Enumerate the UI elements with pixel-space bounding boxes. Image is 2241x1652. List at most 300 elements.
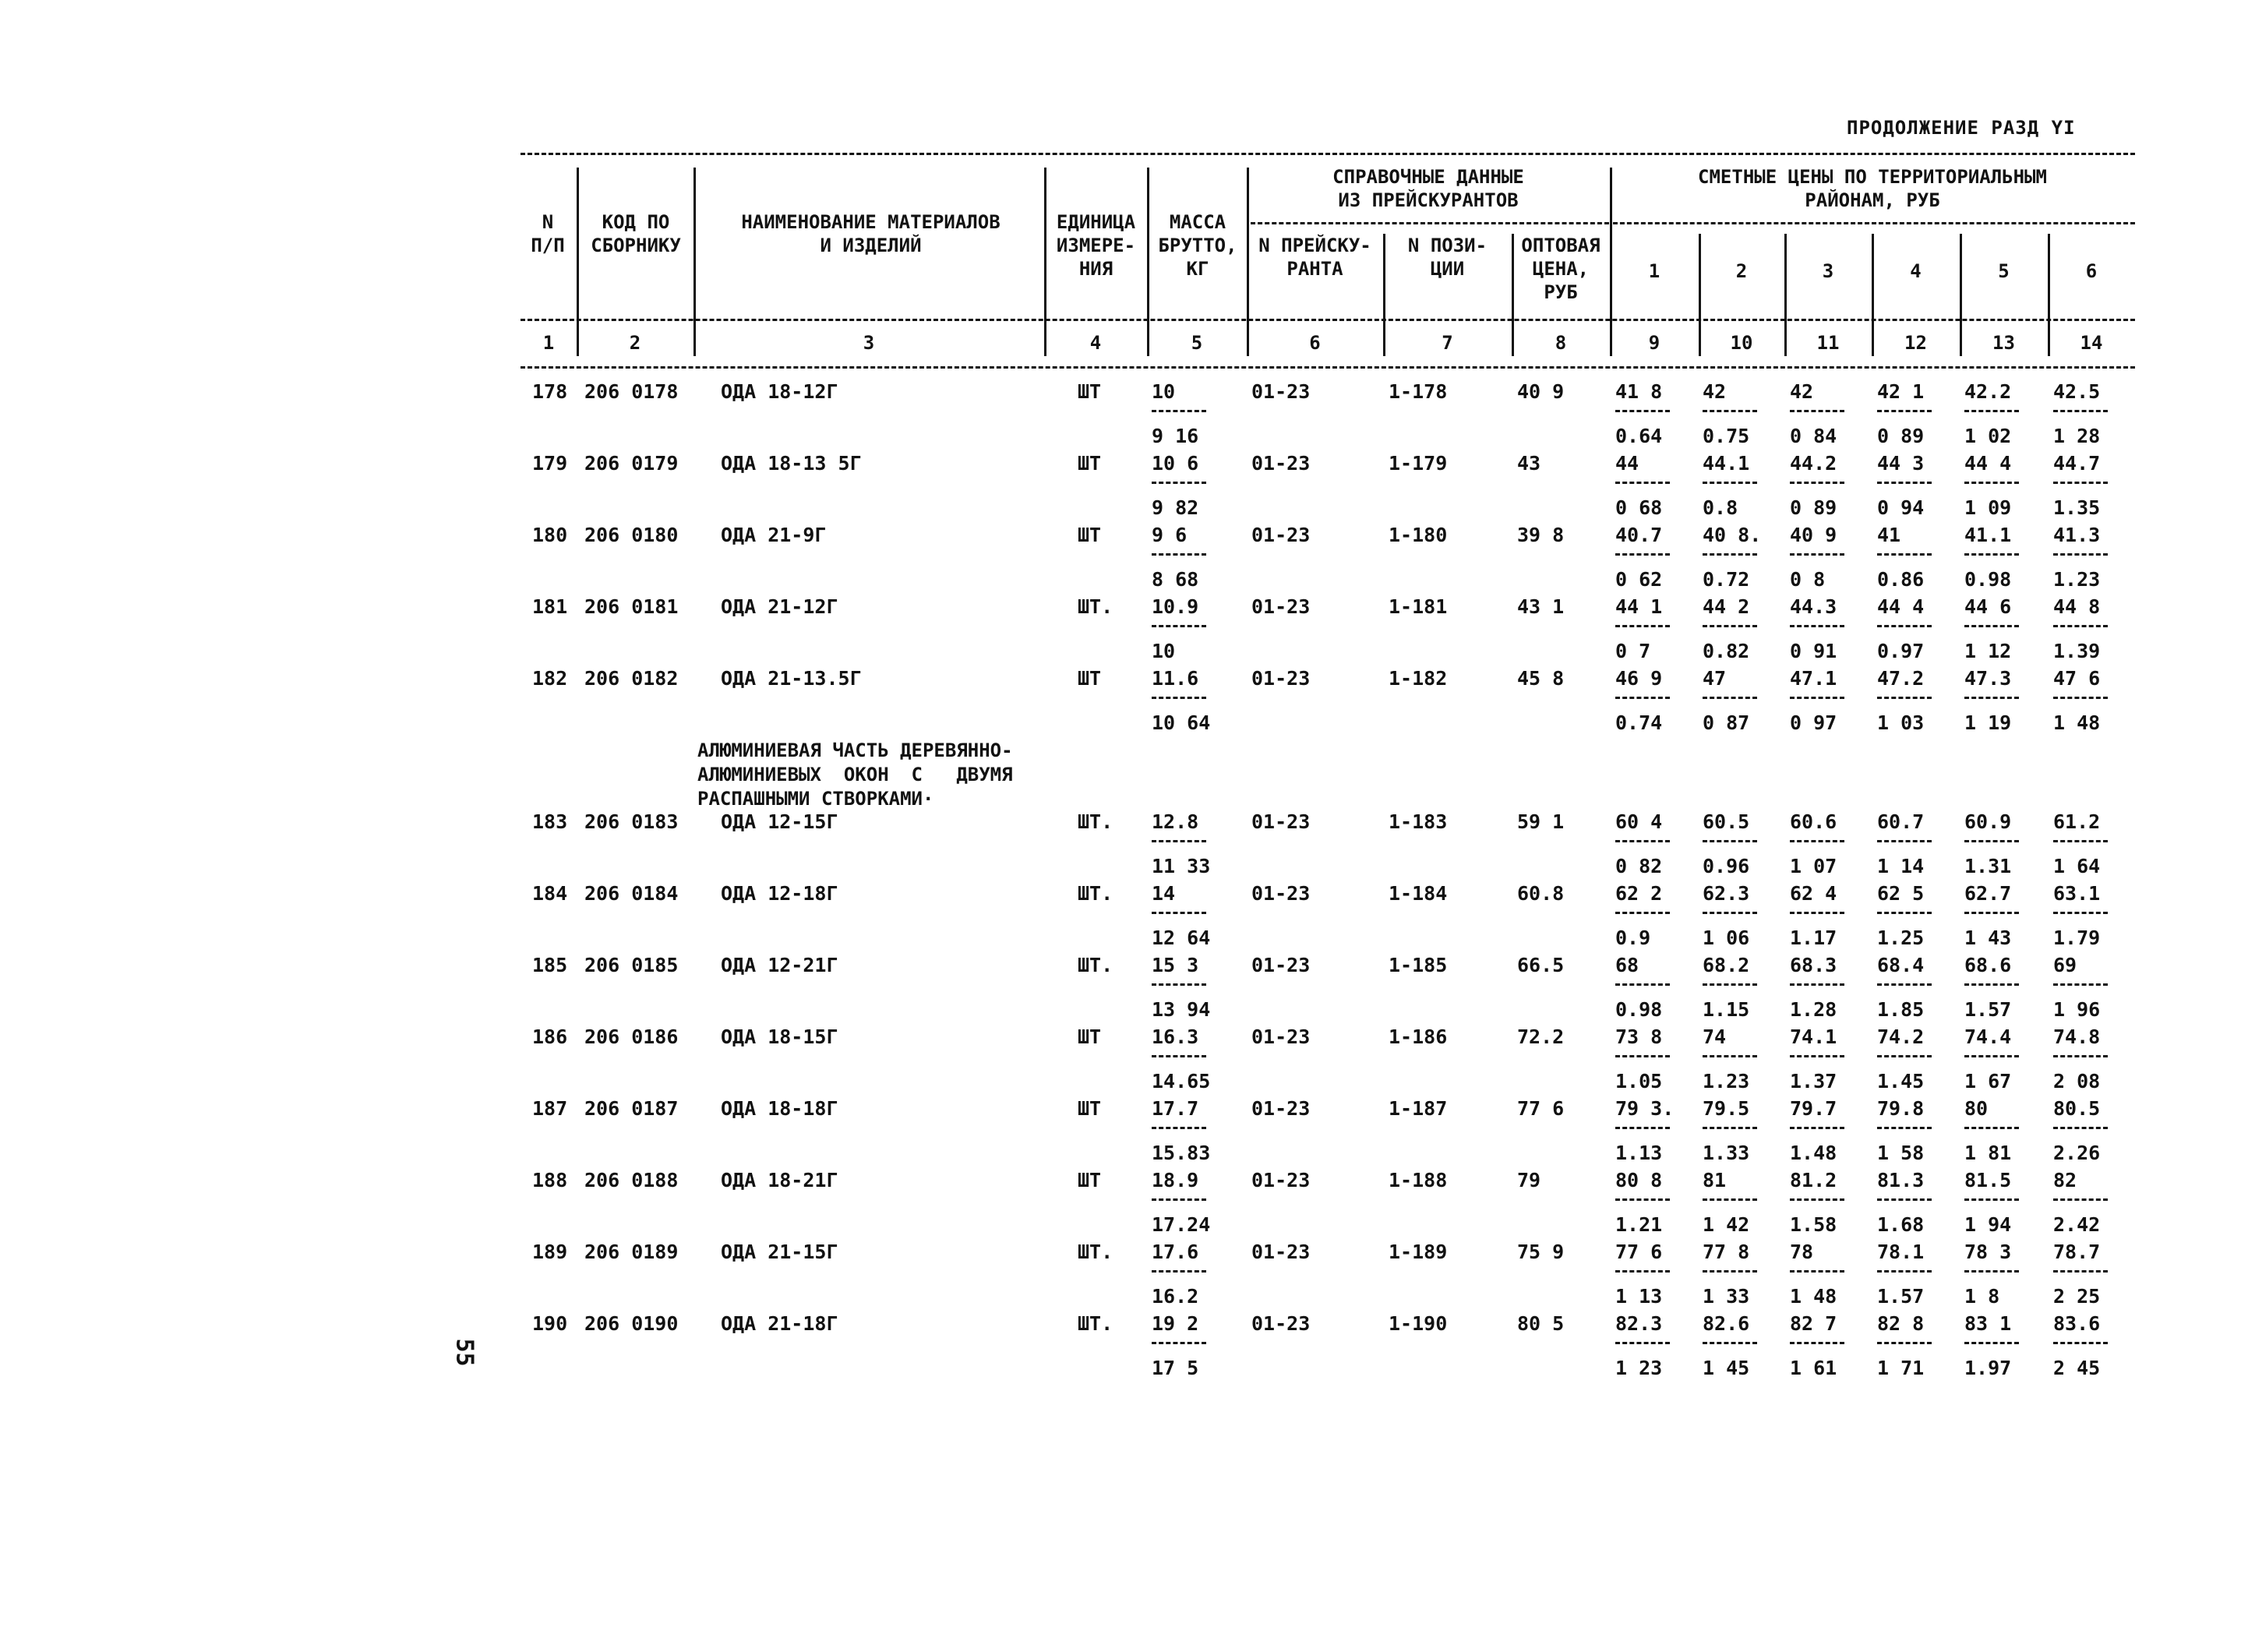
row-pricelist: 01-23	[1251, 452, 1311, 475]
row-region-price: 42.2	[1964, 380, 2012, 403]
row-mass-net: 15.83	[1152, 1142, 1211, 1164]
row-region-transport: 2.26	[2053, 1142, 2101, 1164]
row-mass-net: 10	[1152, 640, 1176, 662]
colnum-bottom-rule	[521, 366, 2135, 369]
row-region-transport: 1.97	[1964, 1357, 2012, 1379]
row-region-price: 47	[1703, 667, 1727, 690]
price-divider	[1703, 553, 1757, 556]
row-region-transport: 1.23	[1703, 1070, 1750, 1093]
row-region-transport: 1 12	[1964, 640, 2012, 662]
row-wholesale-price: 77 6	[1517, 1097, 1565, 1120]
price-divider	[1964, 1198, 2019, 1201]
row-unit: ШТ	[1078, 667, 1102, 690]
price-divider	[1790, 1055, 1844, 1057]
row-region-transport: 0.96	[1703, 855, 1750, 877]
row-region-transport: 1 06	[1703, 927, 1750, 949]
column-number: 8	[1555, 332, 1567, 354]
ref-group-rule	[1251, 222, 1609, 224]
price-divider	[1615, 625, 1670, 627]
row-region-transport: 0 84	[1790, 425, 1837, 447]
row-region-price: 40 8.	[1703, 524, 1762, 546]
row-region-price: 62 4	[1790, 882, 1837, 905]
row-region-price: 80 8	[1615, 1169, 1663, 1191]
price-divider	[2053, 482, 2108, 484]
price-divider	[1790, 983, 1844, 986]
colnum-divider	[1960, 331, 1962, 356]
row-region-transport: 1.85	[1877, 998, 1925, 1021]
row-region-price: 82.6	[1703, 1312, 1750, 1335]
row-pricelist: 01-23	[1251, 1025, 1311, 1048]
row-region-price: 47.3	[1964, 667, 2012, 690]
row-region-transport: 0.75	[1703, 425, 1750, 447]
row-mass-gross: 12.8	[1152, 810, 1199, 833]
mass-divider	[1152, 1055, 1206, 1057]
price-divider	[1964, 1270, 2019, 1273]
row-code: 206 0188	[584, 1169, 679, 1191]
row-mass-net: 9 82	[1152, 496, 1199, 519]
row-region-transport: 1 64	[2053, 855, 2101, 877]
price-divider	[1615, 1342, 1670, 1344]
row-region-transport: 1.21	[1615, 1213, 1663, 1236]
price-divider	[2053, 1270, 2108, 1273]
header-region-3: 3	[1822, 260, 1834, 282]
price-divider	[1877, 625, 1932, 627]
row-wholesale-price: 45 8	[1517, 667, 1565, 690]
row-code: 206 0180	[584, 524, 679, 546]
column-number: 3	[863, 332, 875, 354]
row-mass-net: 11 33	[1152, 855, 1211, 877]
header-region-1: 1	[1648, 260, 1660, 282]
colnum-divider	[1872, 331, 1874, 356]
row-unit: ШТ.	[1078, 954, 1113, 976]
header-position-number: N ПОЗИ- ЦИИ	[1407, 235, 1488, 280]
row-mass-gross: 10.9	[1152, 595, 1199, 618]
price-divider	[1615, 1270, 1670, 1273]
row-mass-net: 13 94	[1152, 998, 1211, 1021]
row-pricelist: 01-23	[1251, 380, 1311, 403]
row-code: 206 0190	[584, 1312, 679, 1335]
row-position: 1-183	[1389, 810, 1448, 833]
row-mass-gross: 17.6	[1152, 1241, 1199, 1263]
colnum-divider	[1610, 331, 1612, 356]
row-region-price: 81	[1703, 1169, 1727, 1191]
row-code: 206 0179	[584, 452, 679, 475]
row-code: 206 0186	[584, 1025, 679, 1048]
row-number: 189	[532, 1241, 568, 1263]
row-number: 184	[532, 882, 568, 905]
row-region-transport: 0 62	[1615, 568, 1663, 591]
header-wholesale-price: ОПТОВАЯ ЦЕНА, РУБ	[1521, 235, 1600, 303]
row-mass-net: 16.2	[1152, 1285, 1199, 1308]
row-region-transport: 1.68	[1877, 1213, 1925, 1236]
price-divider	[1703, 840, 1757, 842]
row-region-price: 40 9	[1790, 524, 1837, 546]
row-code: 206 0189	[584, 1241, 679, 1263]
row-region-transport: 2 45	[2053, 1357, 2101, 1379]
colnum-divider	[1247, 331, 1249, 356]
row-mass-gross: 9 6	[1152, 524, 1188, 546]
mass-divider	[1152, 1342, 1206, 1344]
price-divider	[1703, 912, 1757, 914]
row-region-transport: 1 71	[1877, 1357, 1925, 1379]
row-name: ОДА 21-9Г	[721, 524, 827, 546]
row-position: 1-184	[1389, 882, 1448, 905]
row-name: ОДА 21-12Г	[721, 595, 838, 618]
row-region-price: 44.7	[2053, 452, 2101, 475]
row-position: 1-189	[1389, 1241, 1448, 1263]
row-mass-gross: 18.9	[1152, 1169, 1199, 1191]
mass-divider	[1152, 697, 1206, 699]
row-unit: ШТ	[1078, 452, 1102, 475]
row-region-transport: 0 89	[1877, 425, 1925, 447]
header-row-number: N П/П	[531, 211, 565, 256]
row-region-transport: 0 91	[1790, 640, 1837, 662]
colnum-divider	[1044, 331, 1046, 356]
price-divider	[2053, 553, 2108, 556]
row-region-transport: 1 19	[1964, 711, 2012, 734]
row-number: 186	[532, 1025, 568, 1048]
price-divider	[1964, 697, 2019, 699]
row-region-transport: 0.9	[1615, 927, 1651, 949]
price-divider	[2053, 697, 2108, 699]
colnum-divider	[2048, 331, 2050, 356]
row-pricelist: 01-23	[1251, 524, 1311, 546]
row-position: 1-180	[1389, 524, 1448, 546]
price-divider	[1964, 625, 2019, 627]
row-region-price: 47 6	[2053, 667, 2101, 690]
price-divider	[1615, 482, 1670, 484]
column-number: 10	[1730, 332, 1753, 354]
price-divider	[2053, 1198, 2108, 1201]
row-region-price: 44 4	[1964, 452, 2012, 475]
row-region-price: 62.7	[1964, 882, 2012, 905]
row-wholesale-price: 66.5	[1517, 954, 1565, 976]
price-divider	[1964, 840, 2019, 842]
row-region-price: 44.2	[1790, 452, 1837, 475]
row-name: ОДА 18-12Г	[721, 380, 838, 403]
header-region-4: 4	[1910, 260, 1922, 282]
row-region-price: 47.2	[1877, 667, 1925, 690]
column-number: 1	[542, 332, 555, 354]
row-name: ОДА 12-15Г	[721, 810, 838, 833]
row-number: 178	[532, 380, 568, 403]
row-number: 190	[532, 1312, 568, 1335]
price-divider	[2053, 410, 2108, 412]
price-divider	[1877, 983, 1932, 986]
row-region-transport: 1.58	[1790, 1213, 1837, 1236]
mass-divider	[1152, 1127, 1206, 1129]
row-region-price: 63.1	[2053, 882, 2101, 905]
row-number: 185	[532, 954, 568, 976]
row-region-price: 62 2	[1615, 882, 1663, 905]
column-number: 12	[1904, 332, 1927, 354]
price-divider	[1877, 912, 1932, 914]
row-region-price: 79.7	[1790, 1097, 1837, 1120]
colnum-divider	[693, 331, 696, 356]
row-region-transport: 1.48	[1790, 1142, 1837, 1164]
row-region-transport: 0.97	[1877, 640, 1925, 662]
row-mass-net: 14.65	[1152, 1070, 1211, 1093]
row-number: 182	[532, 667, 568, 690]
mass-divider	[1152, 983, 1206, 986]
row-region-transport: 0.98	[1615, 998, 1663, 1021]
row-region-transport: 1.31	[1964, 855, 2012, 877]
row-region-transport: 1.33	[1703, 1142, 1750, 1164]
price-divider	[1964, 553, 2019, 556]
price-divider	[1703, 410, 1757, 412]
row-region-price: 44 4	[1877, 595, 1925, 618]
row-mass-net: 17.24	[1152, 1213, 1211, 1236]
row-region-price: 68.6	[1964, 954, 2012, 976]
row-region-price: 62 5	[1877, 882, 1925, 905]
row-code: 206 0178	[584, 380, 679, 403]
row-number: 188	[532, 1169, 568, 1191]
row-region-price: 81.3	[1877, 1169, 1925, 1191]
price-divider	[1877, 840, 1932, 842]
header-region-6: 6	[2085, 260, 2098, 282]
row-mass-gross: 14	[1152, 882, 1176, 905]
row-region-price: 42	[1790, 380, 1814, 403]
row-pricelist: 01-23	[1251, 667, 1311, 690]
row-mass-net: 10 64	[1152, 711, 1211, 734]
row-region-price: 44.1	[1703, 452, 1750, 475]
row-name: ОДА 18-18Г	[721, 1097, 838, 1120]
row-region-transport: 1 67	[1964, 1070, 2012, 1093]
price-divider	[1703, 1342, 1757, 1344]
row-region-transport: 0 94	[1877, 496, 1925, 519]
row-wholesale-price: 60.8	[1517, 882, 1565, 905]
row-region-price: 44 2	[1703, 595, 1750, 618]
row-region-transport: 2 25	[2053, 1285, 2101, 1308]
row-region-transport: 1 58	[1877, 1142, 1925, 1164]
row-region-transport: 1.17	[1790, 927, 1837, 949]
mass-divider	[1152, 482, 1206, 484]
row-position: 1-188	[1389, 1169, 1448, 1191]
row-region-transport: 1 96	[2053, 998, 2101, 1021]
price-divider	[1964, 482, 2019, 484]
row-unit: ШТ	[1078, 1025, 1102, 1048]
row-region-price: 60.6	[1790, 810, 1837, 833]
price-divider	[1877, 697, 1932, 699]
mass-divider	[1152, 553, 1206, 556]
price-divider	[1615, 410, 1670, 412]
mass-divider	[1152, 1198, 1206, 1201]
row-region-price: 61.2	[2053, 810, 2101, 833]
row-wholesale-price: 39 8	[1517, 524, 1565, 546]
row-region-price: 42	[1703, 380, 1727, 403]
row-region-transport: 0.64	[1615, 425, 1663, 447]
row-region-price: 77 8	[1703, 1241, 1750, 1263]
row-position: 1-185	[1389, 954, 1448, 976]
row-number: 180	[532, 524, 568, 546]
price-divider	[1703, 1127, 1757, 1129]
row-region-transport: 0.8	[1703, 496, 1738, 519]
row-code: 206 0181	[584, 595, 679, 618]
row-mass-gross: 11.6	[1152, 667, 1199, 690]
price-divider	[1615, 1055, 1670, 1057]
mass-divider	[1152, 625, 1206, 627]
row-position: 1-179	[1389, 452, 1448, 475]
row-mass-net: 12 64	[1152, 927, 1211, 949]
row-region-price: 80.5	[2053, 1097, 2101, 1120]
row-region-transport: 1 13	[1615, 1285, 1663, 1308]
column-number: 5	[1191, 332, 1203, 354]
price-divider	[1615, 983, 1670, 986]
row-region-transport: 0 8	[1790, 568, 1826, 591]
row-region-transport: 0 68	[1615, 496, 1663, 519]
row-region-price: 78	[1790, 1241, 1814, 1263]
row-region-transport: 1 48	[2053, 711, 2101, 734]
row-region-transport: 1.13	[1615, 1142, 1663, 1164]
header-col-divider	[693, 168, 696, 351]
price-divider	[1790, 553, 1844, 556]
row-region-price: 47.1	[1790, 667, 1837, 690]
row-region-transport: 2 08	[2053, 1070, 2101, 1093]
row-mass-net: 8 68	[1152, 568, 1199, 591]
header-region-2: 2	[1735, 260, 1748, 282]
price-divider	[1877, 482, 1932, 484]
row-wholesale-price: 80 5	[1517, 1312, 1565, 1335]
row-region-price: 79.5	[1703, 1097, 1750, 1120]
column-number: 11	[1816, 332, 1840, 354]
column-number: 2	[629, 332, 641, 354]
price-divider	[1790, 1127, 1844, 1129]
row-region-transport: 0 97	[1790, 711, 1837, 734]
row-region-transport: 1 8	[1964, 1285, 2000, 1308]
price-divider	[1877, 1342, 1932, 1344]
column-number: 14	[2080, 332, 2103, 354]
section-title: АЛЮМИНИЕВАЯ ЧАСТЬ ДЕРЕВЯННО- АЛЮМИНИЕВЫХ ОКОН С ДВУМЯ РАСПАШНЫМИ СТВОРКАМИ·	[697, 740, 1013, 810]
row-region-price: 60.5	[1703, 810, 1750, 833]
colnum-divider	[1512, 331, 1514, 356]
row-region-transport: 1 61	[1790, 1357, 1837, 1379]
row-region-price: 79 3.	[1615, 1097, 1675, 1120]
row-region-price: 40.7	[1615, 524, 1663, 546]
row-region-price: 68.3	[1790, 954, 1837, 976]
row-region-price: 44 6	[1964, 595, 2012, 618]
row-region-transport: 1.35	[2053, 496, 2101, 519]
row-unit: ШТ	[1078, 524, 1102, 546]
price-divider	[1703, 1198, 1757, 1201]
price-divider	[1964, 912, 2019, 914]
price-divider	[1790, 1270, 1844, 1273]
row-position: 1-186	[1389, 1025, 1448, 1048]
row-region-price: 42 1	[1877, 380, 1925, 403]
row-code: 206 0185	[584, 954, 679, 976]
row-region-transport: 1 07	[1790, 855, 1837, 877]
price-divider	[1790, 697, 1844, 699]
row-region-price: 83.6	[2053, 1312, 2101, 1335]
price-divider	[1964, 1342, 2019, 1344]
row-region-transport: 1.79	[2053, 927, 2101, 949]
header-unit: ЕДИНИЦА ИЗМЕРЕ- НИЯ	[1056, 211, 1136, 280]
row-region-transport: 1 03	[1877, 711, 1925, 734]
row-name: ОДА 18-13 5Г	[721, 452, 862, 475]
row-wholesale-price: 79	[1517, 1169, 1541, 1191]
column-number: 6	[1309, 332, 1321, 354]
row-region-transport: 1 33	[1703, 1285, 1750, 1308]
row-unit: ШТ	[1078, 380, 1102, 403]
price-divider	[1615, 1198, 1670, 1201]
price-divider	[2053, 912, 2108, 914]
row-region-transport: 1 45	[1703, 1357, 1750, 1379]
row-code: 206 0184	[584, 882, 679, 905]
row-region-price: 80	[1964, 1097, 1989, 1120]
price-divider	[1964, 410, 2019, 412]
price-divider	[1615, 1127, 1670, 1129]
row-wholesale-price: 43 1	[1517, 595, 1565, 618]
header-name: НАИМЕНОВАНИЕ МАТЕРИАЛОВ И ИЗДЕЛИЙ	[741, 211, 1001, 256]
row-region-transport: 2.42	[2053, 1213, 2101, 1236]
price-divider	[1790, 1198, 1844, 1201]
price-divider	[2053, 1127, 2108, 1129]
row-region-price: 62.3	[1703, 882, 1750, 905]
row-region-transport: 1 14	[1877, 855, 1925, 877]
price-divider	[1964, 983, 2019, 986]
row-region-price: 78.7	[2053, 1241, 2101, 1263]
colnum-divider	[577, 331, 579, 356]
price-divider	[2053, 1055, 2108, 1057]
row-region-price: 68.4	[1877, 954, 1925, 976]
mass-divider	[1152, 410, 1206, 412]
row-pricelist: 01-23	[1251, 810, 1311, 833]
price-divider	[1877, 1055, 1932, 1057]
price-divider	[1790, 410, 1844, 412]
header-top-rule	[521, 153, 2135, 155]
row-name: ОДА 18-21Г	[721, 1169, 838, 1191]
row-number: 183	[532, 810, 568, 833]
row-region-price: 68	[1615, 954, 1639, 976]
row-region-transport: 0 87	[1703, 711, 1750, 734]
row-wholesale-price: 43	[1517, 452, 1541, 475]
page-number: 55	[450, 1338, 478, 1367]
row-region-price: 74.2	[1877, 1025, 1925, 1048]
price-divider	[1877, 553, 1932, 556]
row-region-price: 82 8	[1877, 1312, 1925, 1335]
row-unit: ШТ	[1078, 1169, 1102, 1191]
row-mass-gross: 10 6	[1152, 452, 1199, 475]
row-name: ОДА 12-18Г	[721, 882, 838, 905]
row-region-transport: 1.05	[1615, 1070, 1663, 1093]
row-region-transport: 1.28	[1790, 998, 1837, 1021]
row-wholesale-price: 40 9	[1517, 380, 1565, 403]
row-region-price: 44.3	[1790, 595, 1837, 618]
row-region-price: 74	[1703, 1025, 1727, 1048]
row-name: ОДА 21-15Г	[721, 1241, 838, 1263]
row-region-price: 74.4	[1964, 1025, 2012, 1048]
row-region-price: 41.1	[1964, 524, 2012, 546]
row-region-price: 60 4	[1615, 810, 1663, 833]
row-region-transport: 1 48	[1790, 1285, 1837, 1308]
mass-divider	[1152, 840, 1206, 842]
row-region-transport: 1 02	[1964, 425, 2012, 447]
row-number: 181	[532, 595, 568, 618]
price-divider	[1703, 1270, 1757, 1273]
row-region-transport: 1 09	[1964, 496, 2012, 519]
row-region-transport: 0.72	[1703, 568, 1750, 591]
row-region-transport: 1.45	[1877, 1070, 1925, 1093]
row-region-price: 41 8	[1615, 380, 1663, 403]
row-region-transport: 0.74	[1615, 711, 1663, 734]
price-divider	[1877, 410, 1932, 412]
price-divider	[1703, 625, 1757, 627]
row-region-price: 82	[2053, 1169, 2077, 1191]
price-divider	[1615, 553, 1670, 556]
row-pricelist: 01-23	[1251, 1169, 1311, 1191]
price-divider	[1964, 1055, 2019, 1057]
column-number: 9	[1648, 332, 1660, 354]
row-region-transport: 1 23	[1615, 1357, 1663, 1379]
